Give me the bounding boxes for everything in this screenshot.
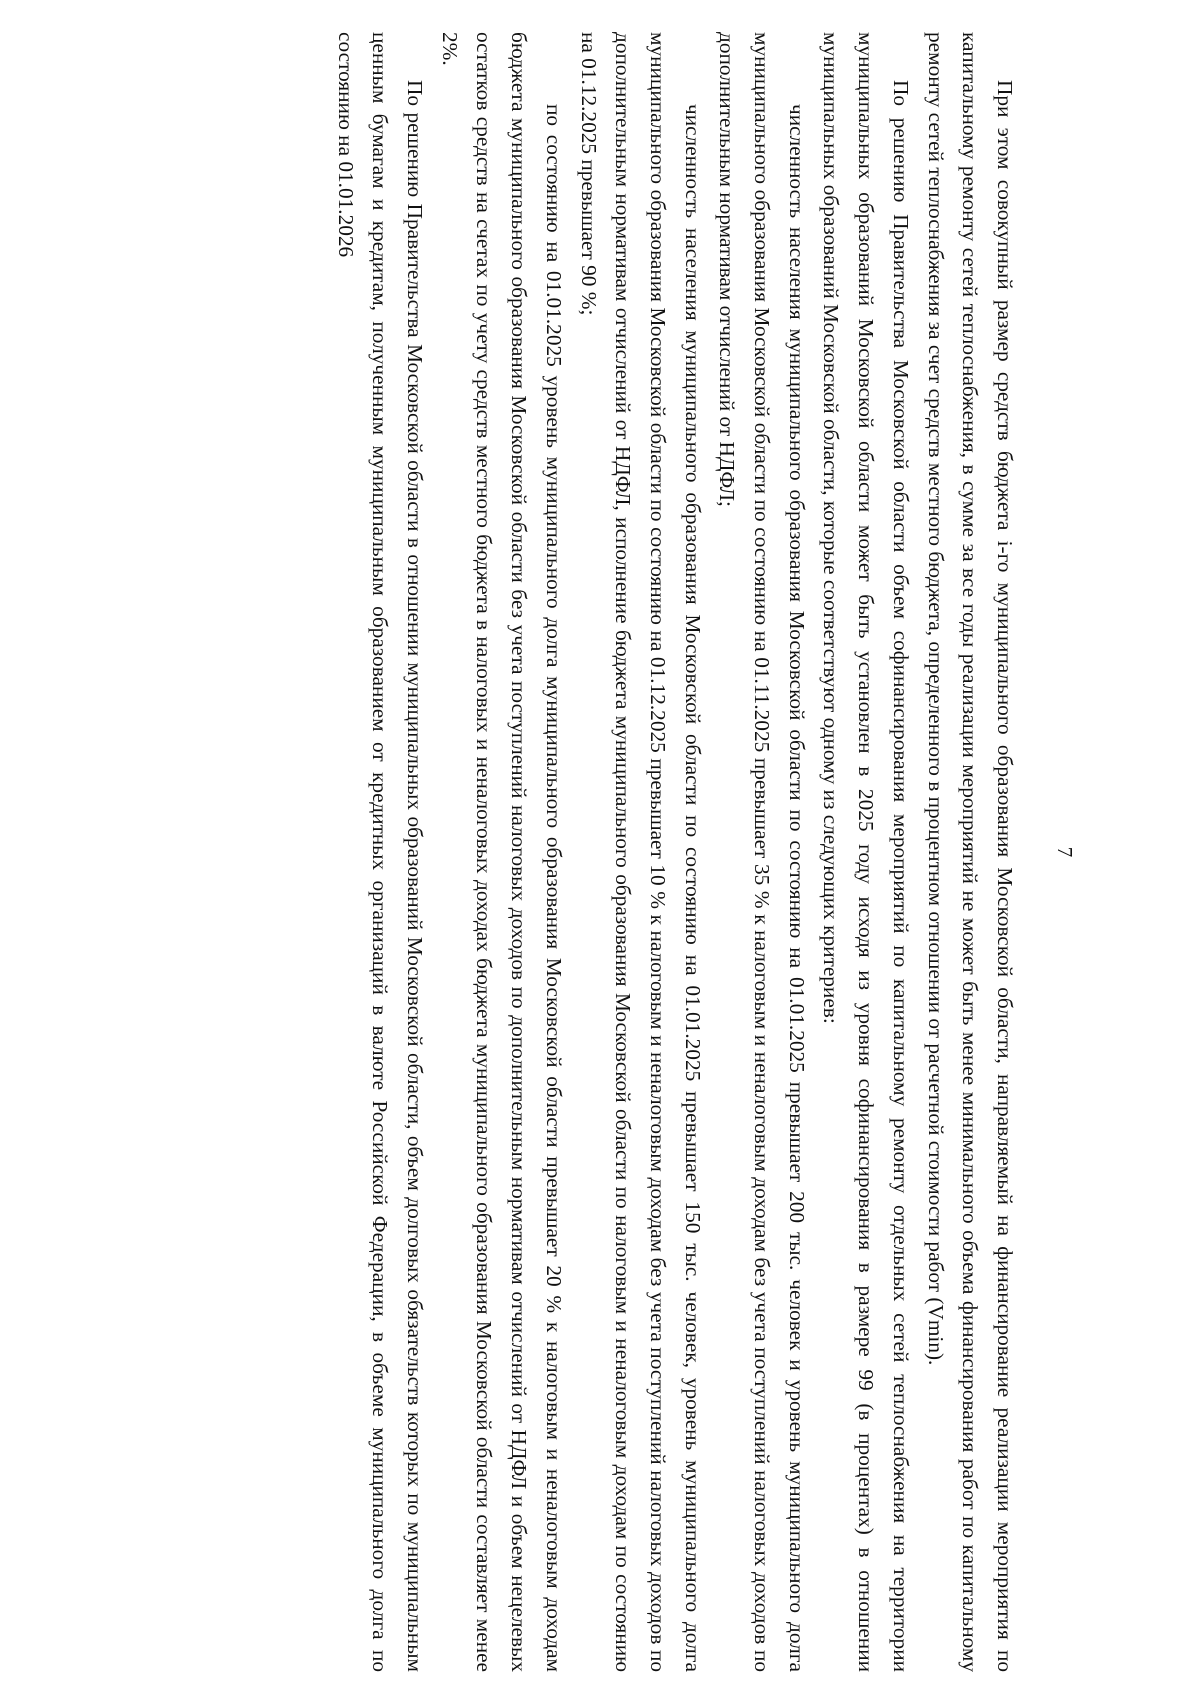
paragraph-criterion-200k: численность населения муниципального образования Московской области по состоянию на 01.01.2025 превышает 200 тыс. человек и уровень муниципального долга муниципального образования Московской области по состоянию на 01.11.2025 превышает 35 % к налоговым и неналоговым доходам без учета поступлений налоговых доходов по дополнительным нормативам отчислений от НДФЛ; bbox=[715, 32, 809, 1672]
document-body bbox=[328, 32, 1022, 1672]
paragraph-criterion-debt-20: по состоянию на 01.01.2025 уровень муниципального долга муниципального образования Московской области превышает 20 % к налоговым и неналоговым доходам бюджета муниципального образования Московской области без учета поступлений налоговых доходов по дополнительным нормативам отчислений от НДФЛ и объем нецелевых остатков средств на счетах по учету средств местного бюджета в налоговых и неналоговых доходах бюджета муниципального образования Московской области составляет менее 2%. bbox=[437, 32, 566, 1672]
paragraph-criterion-150k: численность населения муниципального образования Московской области по состоянию на 01.01.2025 превышает 150 тыс. человек, уровень муниципального долга муниципального образования Московской области по состоянию на 01.12.2025 превышает 10 % к налоговым и неналоговым доходам без учета поступлений налоговых доходов по дополнительным нормативам отчислений от НДФЛ, исполнение бюджета муниципального образования Московской области по налоговым и неналоговым доходам по состоянию на 01.12.2025 превышает 90 %; bbox=[576, 32, 705, 1672]
paragraph-total-funding: При этом совокупный размер средств бюджета i-го муниципального образования Московской области, направляемый на финансирование реализации мероприятия по капитальному ремонту сетей теплоснабжения, в сумме за все годы реализации мероприятий не может быть менее минимального объема финансирования работ по капитальному ремонту сетей теплоснабжения за счет средств местного бюджета, определенного в процентном отношении от расчетной стоимости работ (Vmin). bbox=[923, 32, 1017, 1672]
rotated-document-page bbox=[90, 32, 1080, 1672]
paragraph-debt-obligations: По решению Правительства Московской области в отношении муниципальных образований Московской области, объем долговых обязательств которых по муниципальным ценным бумагам и кредитам, полученным муниципальным образованием от кредитных организаций в валюте Российской Федерации, в объеме муниципального долга по состоянию на 01.01.2026 bbox=[333, 32, 428, 1672]
paragraph-government-decision: По решению Правительства Московской области объем софинансирования мероприятий по капитальному ремонту отдельных сетей теплоснабжения на территории муниципальных образований Московской области может быть установлен в 2025 году исходя из уровня софинансирования в размере 99 (в процентах) в отношении муниципальных образований Московской области, которые соответствуют одному из следующих критериев: bbox=[819, 32, 913, 1672]
page-number: 7 bbox=[1053, 846, 1077, 858]
